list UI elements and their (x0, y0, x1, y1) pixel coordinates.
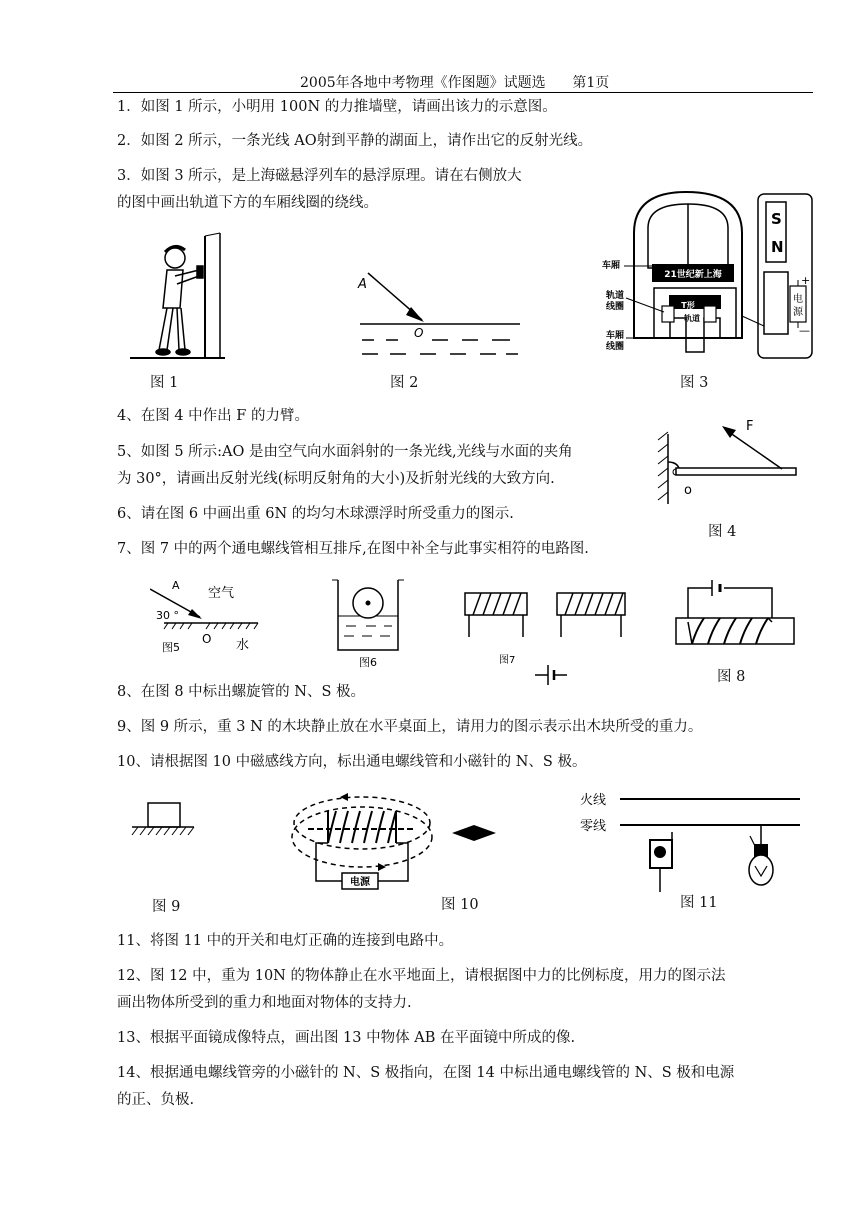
question-7: 7、图 7 中的两个通电螺线管相互排斥,在图中补全与此事实相符的电路图. (117, 541, 589, 557)
label-train-name: 21世纪新上海 (664, 270, 722, 280)
figure-5 (150, 575, 262, 655)
label-power-1: 电 (793, 294, 803, 305)
label-O: O (414, 326, 424, 340)
boy-figure (156, 246, 203, 355)
label-A: A (358, 277, 367, 292)
label-live-wire: 火线 (580, 793, 607, 808)
question-8: 8、在图 8 中标出螺旋管的 N、S 极。 (117, 684, 366, 700)
caption-fig4: 图 4 (708, 524, 737, 540)
figure-7 (455, 585, 635, 687)
label-F: F (746, 419, 754, 434)
label-water: 水 (236, 638, 250, 653)
label-minus: — (799, 324, 810, 337)
figure-8 (670, 578, 800, 656)
label-N: N (771, 238, 784, 256)
label-o: o (684, 483, 692, 498)
caption-fig2: 图 2 (390, 375, 419, 391)
caption-fig8: 图 8 (717, 669, 746, 685)
label-O-fig5: O (202, 632, 212, 646)
label-neutral-wire: 零线 (580, 819, 607, 834)
figure-11 (580, 788, 805, 900)
caption-fig9: 图 9 (152, 899, 181, 915)
figure-2 (350, 268, 525, 363)
caption-fig5: 图5 (162, 641, 180, 654)
caption-fig7: 图7 (499, 655, 516, 666)
question-1: 1．如图 1 所示，小明用 100N 的力推墙壁，请画出该力的示意图。 (117, 99, 557, 115)
question-4: 4、在图 4 中作出 F 的力臂。 (117, 408, 309, 424)
header-page: 第1页 (572, 75, 610, 91)
question-6: 6、请在图 6 中画出重 6N 的均匀木球漂浮时所受重力的图示. (117, 506, 514, 522)
label-air: 空气 (208, 586, 235, 601)
figure-4 (654, 412, 804, 504)
label-power-source: 电源 (350, 877, 370, 888)
figure-1 (125, 228, 230, 368)
label-power-2: 源 (793, 307, 803, 318)
caption-fig10: 图 10 (441, 897, 479, 913)
question-9: 9、图 9 所示，重 3 N 的木块静止放在水平桌面上，请用力的图示表示出木块所受的重力。 (117, 719, 703, 735)
question-10: 10、请根据图 10 中磁感线方向，标出通电螺线管和小磁针的 N、S 极。 (117, 754, 587, 770)
question-5-line2: 为 30°，请画出反射光线(标明反射角的大小)及折射光线的大致方向. (117, 471, 555, 487)
caption-fig11: 图 11 (680, 895, 718, 911)
question-3-line2: 的图中画出轨道下方的车厢线圈的绕线。 (117, 195, 378, 211)
question-12-line1: 12、图 12 中，重为 10N 的物体静止在水平地面上，请根据图中力的比例标度，用力的图示法 (117, 968, 726, 984)
label-track-coil-2: 线圈 (606, 302, 625, 312)
label-S: S (771, 210, 782, 228)
label-t-track-1: T形 (681, 301, 695, 310)
label-car-coil-1: 车厢 (606, 331, 625, 341)
question-2: 2．如图 2 所示，一条光线 AO射到平静的湖面上，请作出它的反射光线。 (117, 133, 593, 149)
caption-fig3: 图 3 (680, 375, 709, 391)
question-13: 13、根据平面镜成像特点，画出图 13 中物体 AB 在平面镜中所成的像. (117, 1030, 576, 1046)
header-title: 2005年各地中考物理《作图题》试题选 (300, 75, 546, 91)
figure-3 (596, 188, 816, 366)
figure-9 (128, 797, 198, 847)
label-angle: 30 ° (156, 609, 179, 622)
figure-10 (290, 785, 500, 905)
label-t-track-2: 轨道 (684, 314, 700, 323)
question-14-line2: 的正、负极. (117, 1092, 195, 1108)
question-5-line1: 5、如图 5 所示:AO 是由空气向水面斜射的一条光线,光线与水面的夹角 (117, 444, 573, 460)
question-3-line1: 3．如图 3 所示，是上海磁悬浮列车的悬浮原理。请在右侧放大 (117, 168, 522, 184)
label-plus: + (801, 274, 811, 287)
caption-fig6: 图6 (359, 656, 377, 669)
question-11: 11、将图 11 中的开关和电灯正确的连接到电路中。 (117, 933, 454, 949)
question-12-line2: 画出物体所受到的重力和地面对物体的支持力. (117, 995, 412, 1011)
figure-6 (330, 578, 406, 670)
label-A-fig5: A (172, 579, 180, 592)
label-track-coil-1: 轨道 (606, 291, 625, 301)
page-header (300, 72, 609, 92)
label-carriage: 车厢 (602, 261, 621, 271)
label-car-coil-2: 线圈 (606, 342, 625, 352)
question-14-line1: 14、根据通电螺线管旁的小磁针的 N、S 极指向，在图 14 中标出通电螺线管的 N、S 极和电源 (117, 1065, 735, 1081)
header-rule (113, 92, 813, 93)
caption-fig1: 图 1 (150, 375, 179, 391)
